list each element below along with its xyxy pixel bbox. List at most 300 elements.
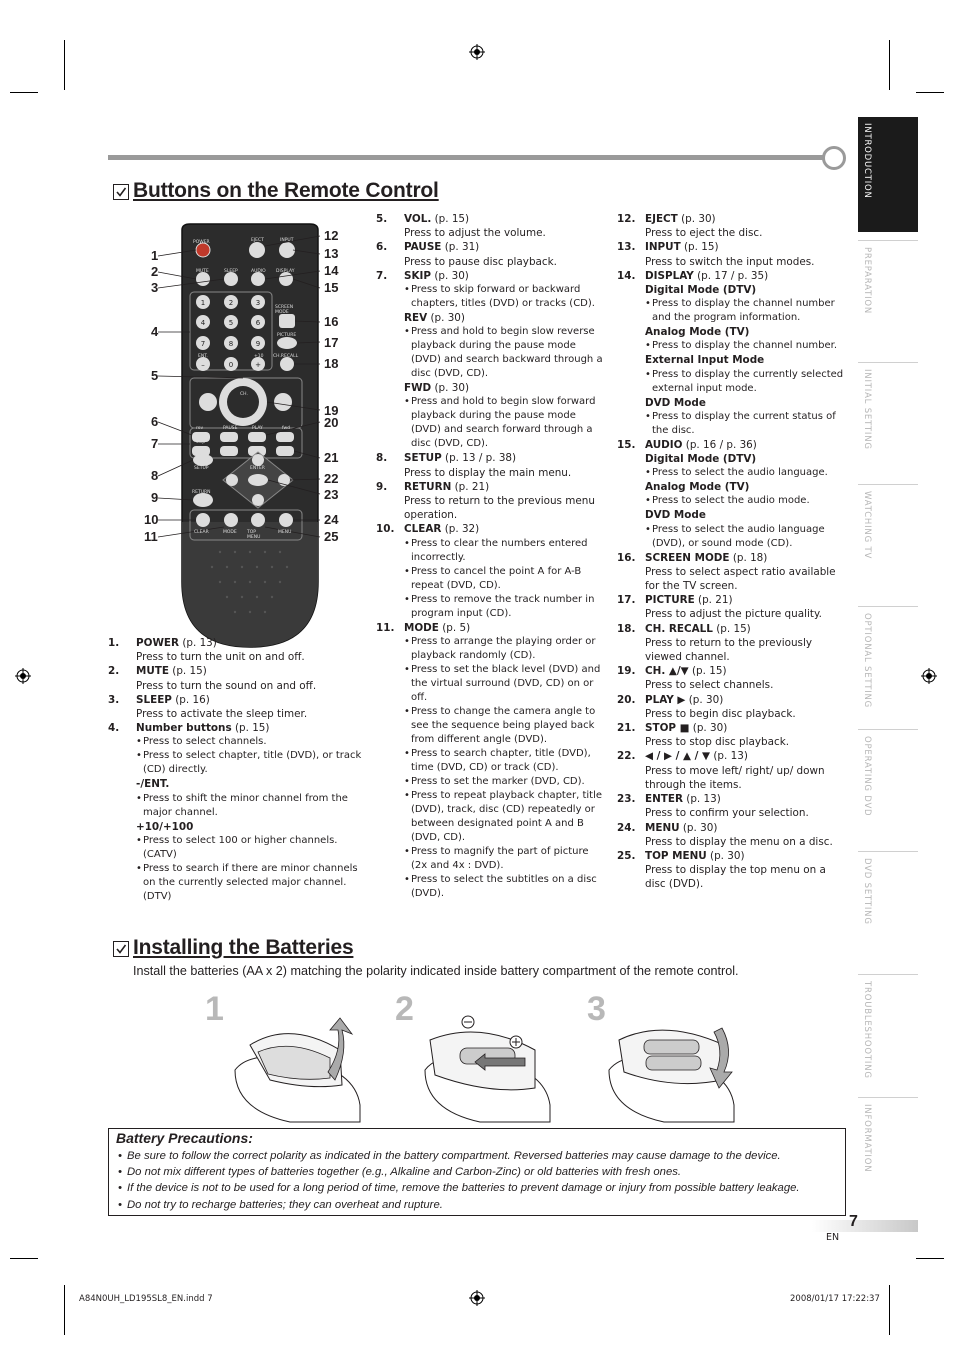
item-bullet: • Press to set the marker (DVD, CD).: [404, 775, 604, 789]
item-name: ENTER: [645, 793, 683, 806]
item-heading: [404, 269, 604, 283]
item-bullet: • Press to select the audio mode.: [645, 494, 845, 508]
button-description: [617, 438, 845, 551]
callout-number: 17: [324, 335, 339, 350]
item-number: 19.: [617, 665, 636, 678]
item-ref: (p. 15): [688, 665, 727, 678]
precautions-title: Battery Precautions:: [116, 1130, 253, 1146]
item-heading: [136, 693, 363, 707]
remote-label: INPUT: [280, 238, 294, 243]
callout-number: 24: [324, 512, 339, 527]
item-desc: Press to switch the input modes.: [645, 255, 815, 268]
item-bullet: • Press to set the black level (DVD) and the virtual surround (DVD, CD) on or off.: [404, 663, 604, 705]
button-description: [376, 269, 604, 452]
svg-text:+: +: [255, 361, 261, 369]
item-heading: [404, 212, 604, 226]
item-heading: [645, 551, 845, 565]
item-subtitle: +10/+100: [136, 820, 194, 833]
button-description: [617, 721, 845, 749]
item-heading: [136, 721, 363, 735]
svg-text:5: 5: [228, 319, 234, 327]
item-name: DISPLAY: [645, 269, 694, 282]
button-description: [617, 622, 845, 665]
item-heading: [404, 240, 604, 254]
item-bullet: • Press to select channels.: [136, 735, 363, 749]
header-rule: [108, 155, 828, 160]
footer-timestamp: 2008/01/17 17:22:37: [790, 1294, 880, 1304]
item-desc: Press to begin disc playback.: [645, 707, 796, 720]
callout-number: 10: [144, 512, 159, 527]
item-heading: [645, 821, 845, 835]
descriptions-column-1: [108, 636, 363, 904]
remote-label: RETURN: [192, 490, 211, 495]
item-name: MUTE: [136, 665, 169, 678]
item-number: 9.: [376, 480, 388, 493]
item-name: VOL.: [404, 213, 432, 225]
button-description: [617, 664, 845, 692]
item-name: EJECT: [645, 213, 678, 225]
remote-label: PICTURE: [277, 333, 297, 338]
button-description: [617, 551, 845, 594]
registration-mark-icon: [15, 668, 31, 684]
callout-number: 3: [151, 280, 159, 295]
item-number: 25.: [617, 849, 636, 862]
item-subheading: [645, 508, 845, 522]
item-ref: (p. 21): [694, 594, 733, 607]
item-name: POWER: [136, 637, 180, 649]
item-heading: [645, 269, 845, 283]
item-number: 16.: [617, 551, 636, 564]
item-name: MENU: [645, 821, 680, 834]
item-desc: Press to turn the unit on and off.: [136, 651, 305, 664]
callout-number: 19: [324, 403, 339, 418]
item-subtitle: Digital Mode (DTV): [645, 453, 757, 466]
item-number: 14.: [617, 269, 636, 282]
crop-mark: [889, 1285, 890, 1335]
remote-label: fwd: [282, 426, 291, 431]
callout-number: 20: [324, 415, 339, 430]
descriptions-column-3: [617, 212, 845, 892]
item-desc: Press to display the menu on a disc.: [645, 835, 833, 848]
item-name: MODE: [404, 621, 439, 634]
item-name: SETUP: [404, 452, 442, 465]
svg-text:6: 6: [255, 319, 261, 327]
button-description: [376, 480, 604, 523]
remote-label: +10: [254, 354, 264, 359]
item-ref: (p. 30): [706, 849, 745, 862]
callout-number: 8: [151, 468, 159, 483]
item-subtitle: Analog Mode (TV): [645, 326, 750, 339]
section-tab: [858, 1097, 918, 1218]
item-bullet: • Press to display the channel number.: [645, 339, 845, 353]
item-bullet: • Press to search if there are minor channels on the currently selected major channel. (DTV): [136, 862, 363, 904]
item-number: 5.: [376, 213, 388, 225]
item-heading: [645, 593, 845, 607]
button-description: [108, 693, 363, 721]
item-name: CH. ▲/▼: [645, 665, 689, 678]
remote-label: VOL.: [203, 403, 214, 408]
item-name: CH. RECALL: [645, 622, 713, 635]
item-ref: (p. 15): [168, 665, 207, 678]
section-tab: [858, 484, 918, 607]
item-desc: Press to select channels.: [645, 679, 774, 692]
callout-number: 5: [151, 368, 159, 383]
section-tab: [858, 606, 918, 730]
button-description: [617, 792, 845, 820]
language-code: EN: [826, 1232, 840, 1243]
item-number: 8.: [376, 452, 388, 465]
item-subtitle: -/ENT.: [136, 778, 170, 791]
item-desc: Press to eject the disc.: [645, 227, 763, 240]
item-bullet: • Press to clear the numbers entered incorrectly.: [404, 537, 604, 565]
remote-label: SLEEP: [224, 269, 238, 274]
precaution-item: • Do not try to recharge batteries; they can overheat and rupture.: [118, 1197, 838, 1213]
button-description: [617, 693, 845, 721]
remote-label: SCREEN MODE: [275, 305, 294, 315]
item-subtitle: FWD: [404, 382, 432, 395]
section-tab: [858, 362, 918, 485]
item-name: SLEEP: [136, 693, 172, 706]
callout-number: 14: [324, 263, 339, 278]
item-name: Number buttons: [136, 722, 232, 735]
remote-label: STOP: [280, 448, 292, 453]
item-subtitle: DVD Mode: [645, 396, 706, 409]
item-ref: (p. 13): [682, 793, 721, 806]
callout-number: 7: [151, 436, 159, 451]
item-desc: Press to display the main menu.: [404, 466, 572, 479]
svg-text:9: 9: [255, 340, 261, 348]
button-description: [108, 721, 363, 904]
remote-label: rev: [196, 426, 204, 431]
callout-number: 22: [324, 471, 339, 486]
svg-text:1: 1: [200, 299, 206, 307]
item-bullet: • Press to select chapter, title (DVD), or track (CD) directly.: [136, 749, 363, 777]
step-number: 2: [395, 990, 414, 1028]
item-bullet: • Press to select 100 or higher channels. (CATV): [136, 834, 363, 862]
item-name: PLAY ▶: [645, 693, 686, 706]
remote-label: PLAY: [252, 426, 263, 431]
battery-step-1-illustration: [230, 1010, 370, 1126]
section-tab-label: INITIAL SETTING: [862, 369, 872, 450]
button-description: [617, 212, 845, 240]
callout-number: 6: [151, 414, 159, 429]
battery-intro: Install the batteries (AA x 2) matching the polarity indicated inside battery compartment of the remote control.: [133, 964, 739, 978]
item-desc: Press to return to the previously viewed channel.: [645, 636, 813, 664]
callout-number: 4: [151, 324, 159, 339]
item-ref: (p. 16 / p. 36): [682, 438, 757, 451]
item-subheading: [645, 325, 845, 339]
precaution-item: • Be sure to follow the correct polarity as indicated in the battery compartment. Reversed batteries may cause damage to the device.: [118, 1148, 838, 1164]
button-description: [376, 451, 604, 479]
item-heading: [404, 522, 604, 536]
item-subtitle: DVD Mode: [645, 509, 706, 522]
button-description: [376, 212, 604, 240]
button-description: [617, 240, 845, 268]
item-bullet: • Press to search chapter, title (DVD), time (DVD, CD) or track (CD).: [404, 747, 604, 775]
item-name: STOP ■: [645, 722, 690, 735]
crop-mark: [916, 1258, 944, 1259]
item-subheading: [645, 396, 845, 410]
item-heading: [645, 664, 845, 678]
button-description: [617, 821, 845, 849]
item-ref: (p. 30): [689, 722, 728, 735]
section-tab: [858, 240, 918, 363]
callout-number: 25: [324, 529, 339, 544]
item-ref: (p. 17 / p. 35): [693, 269, 769, 282]
item-number: 11.: [376, 621, 395, 634]
item-ref: (p. 32): [441, 523, 480, 536]
callout-number: 2: [151, 264, 159, 279]
remote-label: SETUP: [194, 466, 209, 471]
item-number: 18.: [617, 622, 636, 635]
section-tab: [858, 117, 918, 232]
step-number: 1: [205, 990, 224, 1028]
section-tab: [858, 729, 918, 852]
item-subref: (p. 30): [431, 382, 470, 395]
remote-label: MUTE: [196, 269, 209, 274]
battery-step-2-illustration: [420, 1010, 560, 1126]
button-description: [108, 636, 363, 664]
item-number: 10.: [376, 523, 395, 536]
heading-batteries: Installing the Batteries: [133, 936, 354, 959]
item-subheading: [404, 311, 604, 325]
header-rule-circle: [822, 146, 846, 170]
item-ref: (p. 30): [685, 693, 724, 706]
crop-mark: [64, 40, 65, 90]
item-name: PAUSE: [404, 241, 442, 254]
checkbox-icon: [113, 184, 129, 200]
item-number: 1.: [108, 637, 120, 649]
item-number: 23.: [617, 793, 636, 806]
item-desc: Press to select aspect ratio available for the TV screen.: [645, 565, 836, 593]
item-desc: Press to adjust the picture quality.: [645, 608, 822, 621]
item-ref: (p. 15): [431, 213, 470, 225]
remote-label: ENTER: [250, 466, 265, 471]
item-number: 24.: [617, 821, 636, 834]
item-ref: (p. 30): [431, 269, 469, 282]
item-subheading: [645, 283, 845, 297]
footer-file-info: A84N0UH_LD195SL8_EN.indd 7: [79, 1294, 213, 1304]
section-tab-label: OPERATING DVD: [862, 736, 872, 817]
item-bullet: • Press to change the camera angle to see the sequence being played back from different angle (DVD).: [404, 705, 604, 747]
step-number: 3: [587, 990, 606, 1028]
item-ref: (p. 18): [729, 551, 768, 564]
item-heading: [404, 451, 604, 465]
item-bullet: • Press to select the audio language (DVD), or sound mode (CD).: [645, 523, 845, 551]
section-tab-label: DVD SETTING: [862, 858, 872, 925]
precautions-list: [118, 1148, 838, 1213]
item-heading: [645, 849, 845, 863]
remote-label: ENT.: [198, 354, 208, 359]
item-bullet: • Press to display the currently selected external input mode.: [645, 368, 845, 396]
registration-mark-icon: [469, 1290, 485, 1306]
item-name: AUDIO: [645, 438, 683, 451]
remote-label: EJECT: [251, 238, 264, 243]
registration-mark-icon: [921, 668, 937, 684]
item-heading: [645, 749, 845, 763]
callout-number: 1: [151, 248, 159, 263]
item-ref: (p. 30): [679, 821, 718, 834]
item-heading: [645, 622, 845, 636]
svg-text:8: 8: [228, 340, 234, 348]
precaution-item: • Do not mix different types of batteries together (e.g., Alkaline and Carbon-Zinc) or old batteries with fresh ones.: [118, 1164, 838, 1180]
item-ref: (p. 5): [438, 621, 471, 634]
section-tab-label: OPTIONAL SETTING: [862, 613, 872, 709]
item-desc: Press to pause disc playback.: [404, 255, 557, 268]
remote-label: AUDIO: [251, 269, 266, 274]
item-subtitle: REV: [404, 312, 428, 325]
section-tab-label: TROUBLESHOOTING: [862, 981, 872, 1079]
item-number: 17.: [617, 594, 636, 607]
item-bullet: • Press to select the subtitles on a disc (DVD).: [404, 873, 604, 901]
item-subheading: [404, 381, 604, 395]
item-heading: [136, 636, 363, 650]
item-number: 4.: [108, 722, 120, 735]
page-number: 7: [849, 1213, 858, 1230]
crop-mark: [10, 1258, 38, 1259]
item-heading: [404, 621, 604, 635]
heading-buttons: Buttons on the Remote Control: [133, 179, 439, 202]
item-ref: (p. 15): [231, 722, 270, 735]
svg-text:0: 0: [228, 361, 234, 369]
svg-text:7: 7: [200, 340, 206, 348]
section-tab-label: INTRODUCTION: [862, 123, 872, 199]
item-bullet: • Press and hold to begin slow reverse playback during the pause mode (DVD) and search backward through a disc (DVD, CD).: [404, 325, 604, 381]
item-bullet: • Press and hold to begin slow forward playback during the pause mode (DVD) and search forward through a disc (DVD, CD).: [404, 395, 604, 451]
button-description: [617, 749, 845, 792]
item-name: INPUT: [645, 241, 681, 254]
item-number: 22.: [617, 750, 636, 763]
remote-label: MENU: [278, 530, 292, 535]
item-name: TOP MENU: [645, 849, 707, 862]
remote-label: CH.RECALL: [273, 354, 299, 359]
item-ref: (p. 13): [179, 637, 217, 649]
item-desc: Press to confirm your selection.: [645, 807, 809, 820]
button-description: [376, 621, 604, 901]
crop-mark: [64, 1285, 65, 1335]
item-desc: Press to activate the sleep timer.: [136, 708, 308, 721]
crop-mark: [889, 40, 890, 90]
svg-text:4: 4: [200, 319, 206, 327]
item-heading: [404, 480, 604, 494]
item-ref: (p. 30): [677, 213, 716, 225]
section-tab-label: PREPARATION: [862, 247, 872, 315]
remote-label: DISPLAY: [276, 269, 295, 274]
item-heading: [136, 664, 363, 678]
button-description: [617, 593, 845, 621]
descriptions-column-2: [376, 212, 604, 901]
item-ref: (p. 15): [712, 622, 751, 635]
item-heading: [645, 693, 845, 707]
item-bullet: • Press to cancel the point A for A-B repeat (DVD, CD).: [404, 565, 604, 593]
item-name: PICTURE: [645, 594, 695, 607]
item-heading: [645, 721, 845, 735]
item-subtitle: Digital Mode (DTV): [645, 284, 757, 297]
item-ref: (p. 13 / p. 38): [441, 452, 517, 465]
item-heading: [645, 438, 845, 452]
item-name: SKIP: [404, 269, 432, 282]
button-description: [617, 269, 845, 438]
item-subheading: [645, 480, 845, 494]
item-subheading: [645, 452, 845, 466]
item-desc: Press to turn the sound on and off.: [136, 679, 317, 692]
item-desc: Press to display the top menu on a disc (DVD).: [645, 864, 826, 891]
item-bullet: • Press to arrange the playing order or playback randomly (CD).: [404, 635, 604, 663]
item-desc: Press to adjust the volume.: [404, 227, 546, 240]
item-ref: (p. 21): [451, 480, 490, 493]
item-heading: [645, 792, 845, 806]
item-subheading: [645, 353, 845, 367]
svg-text:–: –: [201, 361, 205, 369]
remote-label: MODE: [223, 530, 237, 535]
svg-text:2: 2: [228, 299, 234, 307]
item-desc: Press to move left/ right/ up/ down through the items.: [645, 764, 825, 791]
item-number: 6.: [376, 241, 388, 254]
item-heading: [645, 240, 845, 254]
callout-number: 18: [324, 356, 339, 371]
item-number: 21.: [617, 722, 636, 735]
item-number: 7.: [376, 269, 388, 282]
svg-text:3: 3: [255, 299, 261, 307]
item-ref: (p. 31): [441, 241, 480, 254]
battery-step-3-illustration: [604, 1010, 744, 1126]
button-description: [617, 849, 845, 892]
registration-mark-icon: [469, 44, 485, 60]
remote-label: CLEAR: [194, 530, 209, 535]
item-bullet: • Press to remove the track number in program input (CD).: [404, 593, 604, 621]
item-subref: (p. 30): [427, 312, 465, 325]
callout-number: 16: [324, 314, 339, 329]
section-tab: [858, 851, 918, 975]
item-ref: (p. 15): [680, 241, 719, 254]
button-description: [376, 240, 604, 268]
item-number: 13.: [617, 241, 636, 254]
item-bullet: • Press to magnify the part of picture (2x and 4x : DVD).: [404, 845, 604, 873]
remote-label: skip: [196, 440, 206, 445]
item-number: 12.: [617, 213, 636, 225]
item-bullet: • Press to select the audio language.: [645, 466, 845, 480]
callout-number: 23: [324, 487, 339, 502]
item-desc: Press to return to the previous menu operation.: [404, 495, 595, 522]
item-subheading: [136, 820, 363, 834]
item-bullet: • Press to display the current status of the disc.: [645, 410, 845, 438]
item-subtitle: External Input Mode: [645, 354, 765, 367]
remote-label: PAUSE: [223, 426, 238, 431]
item-ref: (p. 16): [171, 693, 210, 706]
section-tab-label: WATCHING TV: [862, 491, 872, 560]
item-name: RETURN: [404, 480, 452, 493]
item-number: 20.: [617, 693, 636, 706]
item-desc: Press to stop disc playback.: [645, 736, 790, 749]
item-bullet: • Press to display the channel number and the program information.: [645, 297, 845, 325]
item-bullet: • Press to repeat playback chapter, title (DVD), track, disc (CD) repeatedly or between designated point A and B (DVD, CD).: [404, 789, 604, 845]
item-ref: (p. 13): [710, 750, 748, 763]
callout-number: 15: [324, 280, 339, 295]
callout-number: 11: [144, 529, 158, 544]
item-heading: [645, 212, 845, 226]
callout-number: 21: [324, 450, 339, 465]
item-subtitle: Analog Mode (TV): [645, 481, 750, 494]
section-tab: [858, 974, 918, 1098]
remote-label: POWER: [193, 240, 210, 245]
section-tab-label: INFORMATION: [862, 1104, 872, 1173]
button-description: [108, 664, 363, 692]
button-description: [376, 522, 604, 620]
item-number: 15.: [617, 438, 636, 451]
item-name: SCREEN MODE: [645, 551, 730, 564]
crop-mark: [916, 92, 944, 93]
page-number-bar: [812, 1220, 918, 1232]
